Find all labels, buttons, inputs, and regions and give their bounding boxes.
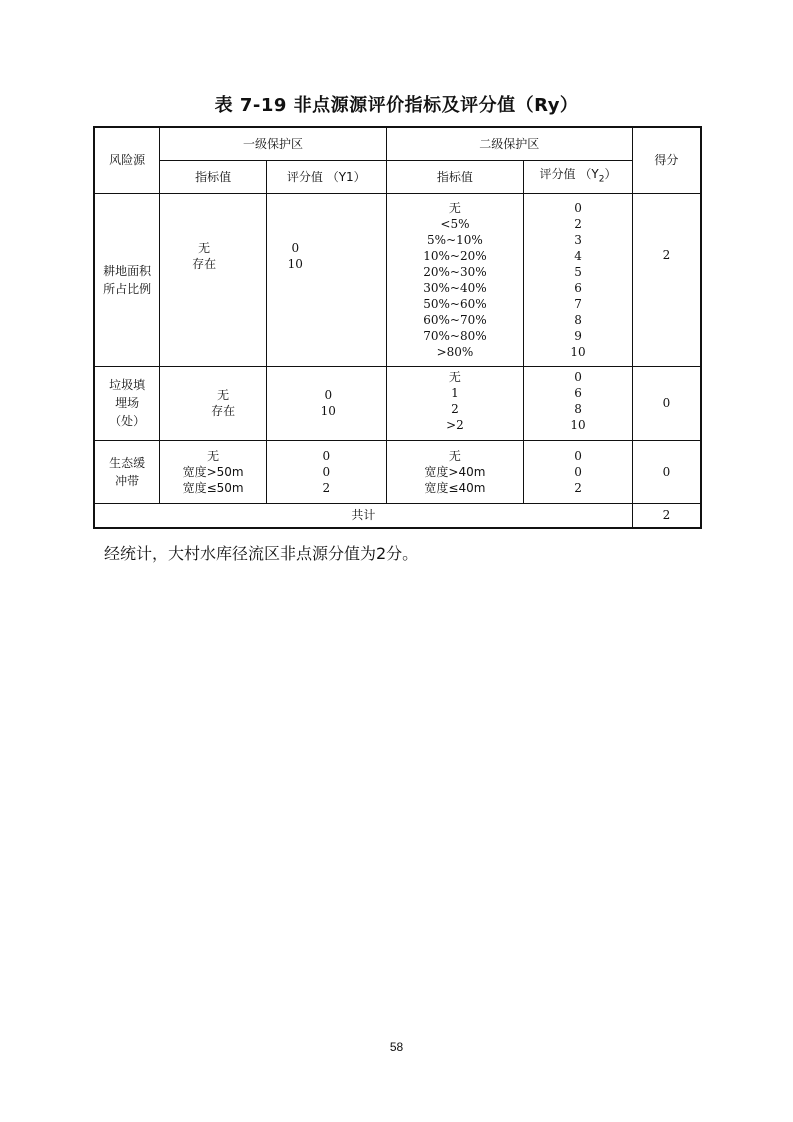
header-rating-2-sub: 2 [598, 174, 605, 185]
page-number: 58 [389, 1040, 404, 1054]
indicator-value: 20%~30% [423, 264, 487, 279]
zone2-indicators [386, 366, 524, 440]
indicator-value: 无 [217, 388, 230, 402]
row-label-line: 垃圾填 [109, 378, 146, 392]
row-label-line: 冲带 [115, 473, 140, 488]
indicator-value: 5%~10% [427, 232, 483, 247]
zone1-ratings [266, 193, 386, 366]
row-score: 0 [632, 440, 701, 503]
rating-value: 10 [320, 404, 336, 418]
zone2-indicators [386, 440, 524, 503]
indicator-value: >80% [436, 344, 474, 359]
rating-value: 4 [574, 248, 582, 263]
header-score: 得分 [632, 127, 701, 193]
rating-value: 0 [291, 240, 300, 255]
row-label-line: 埋场 [115, 396, 140, 410]
zone1-ratings [266, 366, 386, 440]
indicator-value: 无 [448, 369, 461, 384]
zone2-ratings [524, 193, 633, 366]
row-label-line: （处） [109, 414, 146, 428]
zone1-ratings [266, 440, 386, 503]
header-indicator-2: 指标值 [386, 160, 524, 193]
header-rating-2-suffix: ） [604, 166, 617, 181]
rating-value: 7 [574, 296, 582, 311]
row-label-line: 生态缓 [109, 455, 146, 470]
table-row [94, 366, 701, 440]
rating-value: 2 [574, 216, 582, 231]
header-rating-1: 评分值 （Y1） [266, 160, 386, 193]
rating-value: 8 [574, 401, 582, 416]
zone1-indicators [160, 440, 267, 503]
indicator-value: 无 [207, 448, 220, 463]
zone2-ratings [524, 440, 633, 503]
row-score: 2 [632, 193, 701, 366]
indicator-value: 无 [448, 200, 461, 215]
header-zone-1: 一级保护区 [160, 127, 386, 160]
row-label-line: 耕地面积 [103, 263, 152, 278]
row-label [94, 440, 160, 503]
total-label: 共计 [94, 503, 632, 528]
zone2-ratings [524, 366, 633, 440]
row-label [94, 366, 160, 440]
rating-value: 6 [574, 280, 582, 295]
table-row [94, 193, 701, 366]
header-zone-2: 二级保护区 [386, 127, 632, 160]
indicator-value: 70%~80% [423, 328, 487, 343]
table-row [94, 440, 701, 503]
rating-value: 5 [574, 264, 582, 279]
indicator-value: >2 [446, 417, 464, 432]
header-indicator-1: 指标值 [160, 160, 267, 193]
rating-value: 6 [574, 385, 582, 400]
header-risk-source: 风险源 [94, 127, 160, 193]
indicator-value: 宽度≤50m [182, 480, 244, 495]
rating-value: 10 [570, 344, 586, 359]
indicator-value: 30%~40% [423, 280, 487, 295]
rating-value: 0 [574, 464, 582, 479]
zone2-indicators [386, 193, 524, 366]
header-rating-2-prefix: 评分值 （Y [539, 166, 599, 181]
row-label-line: 所占比例 [103, 281, 152, 296]
zone1-indicators [160, 193, 267, 366]
rating-value: 8 [574, 312, 582, 327]
rating-value: 0 [324, 388, 333, 402]
indicator-value: 无 [198, 240, 211, 255]
rating-value: 0 [574, 200, 582, 215]
indicator-value: 2 [451, 401, 459, 416]
rating-value: 2 [322, 480, 331, 495]
indicator-value: 宽度>50m [182, 464, 244, 479]
indicator-value: 50%~60% [423, 296, 487, 311]
evaluation-table [93, 126, 702, 529]
indicator-value: <5% [440, 216, 470, 231]
rating-value: 10 [570, 417, 586, 432]
rating-value: 0 [574, 369, 582, 384]
row-label [94, 193, 160, 366]
rating-value: 0 [322, 464, 331, 479]
rating-value: 3 [574, 232, 582, 247]
indicator-value: 1 [451, 385, 459, 400]
total-row [94, 503, 701, 528]
header-rating-2 [524, 160, 633, 193]
total-score: 2 [632, 503, 701, 528]
indicator-value: 存在 [211, 404, 236, 418]
rating-value: 0 [322, 448, 331, 463]
row-score: 0 [632, 366, 701, 440]
indicator-value: 宽度>40m [424, 464, 486, 479]
rating-value: 9 [574, 328, 582, 343]
summary-text: 经统计，大村水库径流区非点源分值为2分。 [104, 544, 419, 563]
rating-value: 10 [287, 256, 303, 271]
rating-value: 0 [574, 448, 582, 463]
indicator-value: 10%~20% [423, 248, 487, 263]
indicator-value: 宽度≤40m [424, 480, 486, 495]
rating-value: 2 [574, 480, 582, 495]
indicator-value: 60%~70% [423, 312, 487, 327]
indicator-value: 存在 [192, 256, 217, 271]
table-title: 表 7-19 非点源源评价指标及评分值（Ry） [214, 95, 579, 116]
zone1-indicators [160, 366, 267, 440]
indicator-value: 无 [448, 448, 461, 463]
